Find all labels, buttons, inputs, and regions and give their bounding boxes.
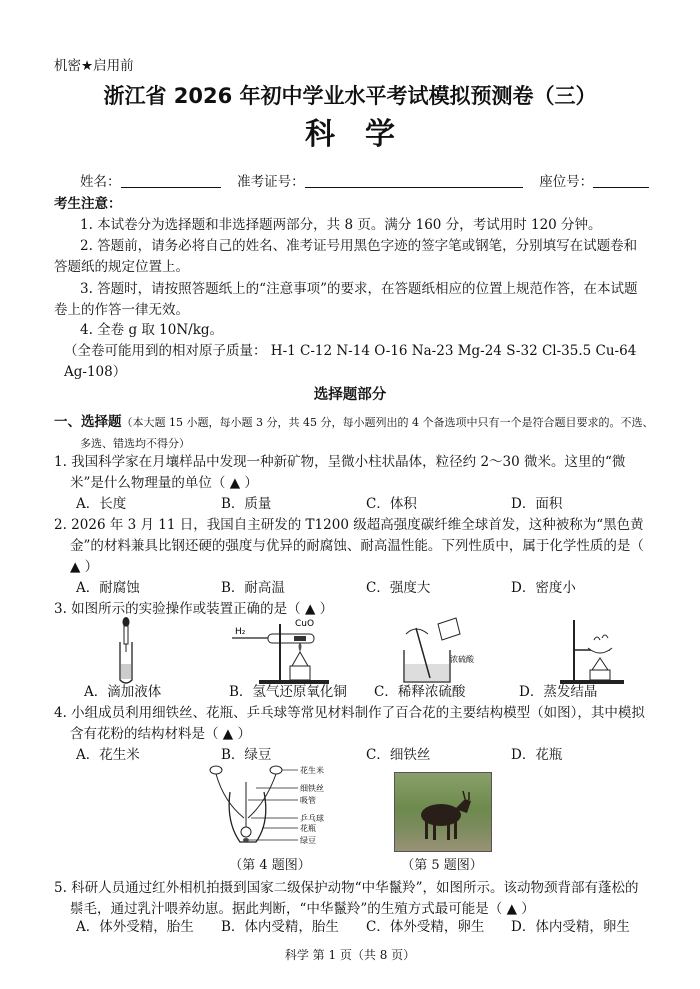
q3-options: [84, 682, 664, 703]
name-label: 姓名：: [80, 174, 121, 190]
diluting-acid-figure: [404, 618, 475, 682]
evaporation-figure: [560, 620, 624, 684]
q5-option-b[interactable]: B．体内受精，胎生: [221, 919, 339, 935]
q1-option-d[interactable]: D．面积: [511, 496, 563, 512]
serow-photo: [394, 772, 492, 852]
part1-intro: [54, 412, 654, 454]
subject-title: 科学: [305, 117, 425, 152]
question-3: 3. 如图所示的实验操作或装置正确的是（ ▲ ）: [54, 601, 334, 617]
svg-text:乒乓球: 乒乓球: [300, 814, 324, 823]
question-2: 2. 2026 年 3 月 11 日，我国自主研发的 T1200 级超高强度碳纤维全球首发，这种被称为“黑色黄金”的材料兼具比钢还硬的强度与优异的耐腐蚀、耐高温性能。下列性质中，属于化学性质的是（ ▲ ）: [54, 517, 644, 575]
atomic-mass-note: （全卷可能用到的相对原子质量： H-1 C-12 N-14 O-16 Na-23 Mg-24 S-32 Cl-35.5 Cu-64 Ag-108）: [64, 343, 637, 380]
q1-option-a[interactable]: A．长度: [76, 496, 127, 512]
q3-option-a[interactable]: A．滴加液体: [84, 684, 162, 700]
svg-text:CuO: CuO: [295, 619, 315, 629]
q2-option-c[interactable]: C．强度大: [366, 580, 431, 596]
note-4: 4. 全卷 g 取 10N/kg。: [80, 322, 224, 338]
q2-option-a[interactable]: A．耐腐蚀: [76, 580, 140, 596]
section-title: 选择题部分: [313, 387, 387, 403]
note-3: 3. 答题时，请按照答题纸上的“注意事项”的要求，在答题纸相应的位置上规范作答，在本试题卷上的作答一律无效。: [54, 281, 638, 318]
notes-heading: 考生注意：: [54, 196, 122, 212]
secret-label: 机密★启用前: [54, 58, 134, 74]
page-footer: 科学 第 1 页（共 8 页）: [284, 948, 416, 962]
svg-text:细铁丝: 细铁丝: [300, 784, 324, 793]
question-1: 1. 我国科学家在月壤样品中发现一种新矿物，呈微小柱状晶体，粒径约 2～30 微米。这里的“微米”是什么物理量的单位（ ▲ ）: [54, 454, 626, 491]
note-2: 2. 答题前，请务必将自己的姓名、准考证号用黑色字迹的签字笔或钢笔，分别填写在试题卷和答题纸的规定位置上。: [54, 238, 638, 275]
q3-figures: [54, 614, 654, 688]
q1-option-b[interactable]: B．质量: [221, 496, 272, 512]
exam-id-field[interactable]: [305, 173, 523, 188]
q2-options: [76, 578, 656, 599]
exam-title: 浙江省 2026 年初中学业水平考试模拟预测卷（三）: [103, 84, 597, 108]
q1-option-c[interactable]: C．体积: [366, 496, 417, 512]
q3-option-c[interactable]: C．稀释浓硫酸: [374, 684, 466, 700]
note-1: 1. 本试卷分为选择题和非选择题两部分，共 8 页。满分 160 分，考试用时 120 分钟。: [80, 217, 602, 233]
figure-5-caption: （第 5 题图）: [401, 858, 483, 873]
q3-option-b[interactable]: B．氢气还原氧化铜: [229, 684, 347, 700]
lily-model-figure: [200, 762, 340, 854]
svg-text:浓硫酸: 浓硫酸: [450, 655, 474, 664]
svg-text:花瓶: 花瓶: [300, 824, 316, 833]
q5-options: [76, 917, 656, 938]
svg-text:吸管: 吸管: [300, 796, 316, 805]
q2-option-b[interactable]: B．耐高温: [221, 580, 285, 596]
q4-option-b[interactable]: B．绿豆: [221, 747, 272, 763]
candidate-info-row: [80, 172, 649, 193]
name-field[interactable]: [121, 173, 221, 188]
q5-option-a[interactable]: A．体外受精，胎生: [76, 919, 194, 935]
seat-label: 座位号：: [539, 174, 594, 190]
question-4: 4. 小组成员利用细铁丝、花瓶、乒乓球等常见材料制作了百合花的主要结构模型（如图），其中模拟含有花粉的结构材料是（ ▲ ）: [54, 705, 645, 742]
hydrogen-reduction-figure: [232, 619, 329, 684]
q2-option-d[interactable]: D．密度小: [511, 580, 576, 596]
q4-option-c[interactable]: C．细铁丝: [366, 747, 431, 763]
q4-option-d[interactable]: D．花瓶: [511, 747, 563, 763]
seat-field[interactable]: [593, 173, 649, 188]
q4-option-a[interactable]: A．花生米: [76, 747, 140, 763]
q5-option-c[interactable]: C．体外受精，卵生: [366, 919, 485, 935]
serow-image: [395, 773, 491, 851]
part1-heading: 一、选择题: [54, 414, 122, 430]
q5-option-d[interactable]: D．体内受精，卵生: [511, 919, 630, 935]
svg-text:H₂: H₂: [235, 627, 246, 637]
q4-options: [76, 745, 656, 766]
svg-text:绿豆: 绿豆: [300, 836, 316, 845]
question-5: 5. 科研人员通过红外相机拍摄到国家二级保护动物“中华鬣羚”，如图所示。该动物颈背部有蓬松的鬃毛，通过乳汁喂养幼崽。据此判断，“中华鬣羚”的生殖方式最可能是（ ▲ ）: [54, 880, 639, 917]
figure-4-caption: （第 4 题图）: [229, 858, 311, 873]
q3-option-d[interactable]: D．蒸发结晶: [519, 684, 598, 700]
q1-options: [76, 494, 656, 515]
dropper-tube-figure: [120, 617, 132, 683]
part1-desc: （本大题 15 小题，每小题 3 分，共 45 分，每小题列出的 4 个备选项中只有一个是符合题目要求的。不选、多选、错选均不得分）: [80, 416, 654, 450]
exam-id-label: 准考证号：: [237, 174, 305, 190]
svg-text:花生米: 花生米: [300, 766, 324, 775]
